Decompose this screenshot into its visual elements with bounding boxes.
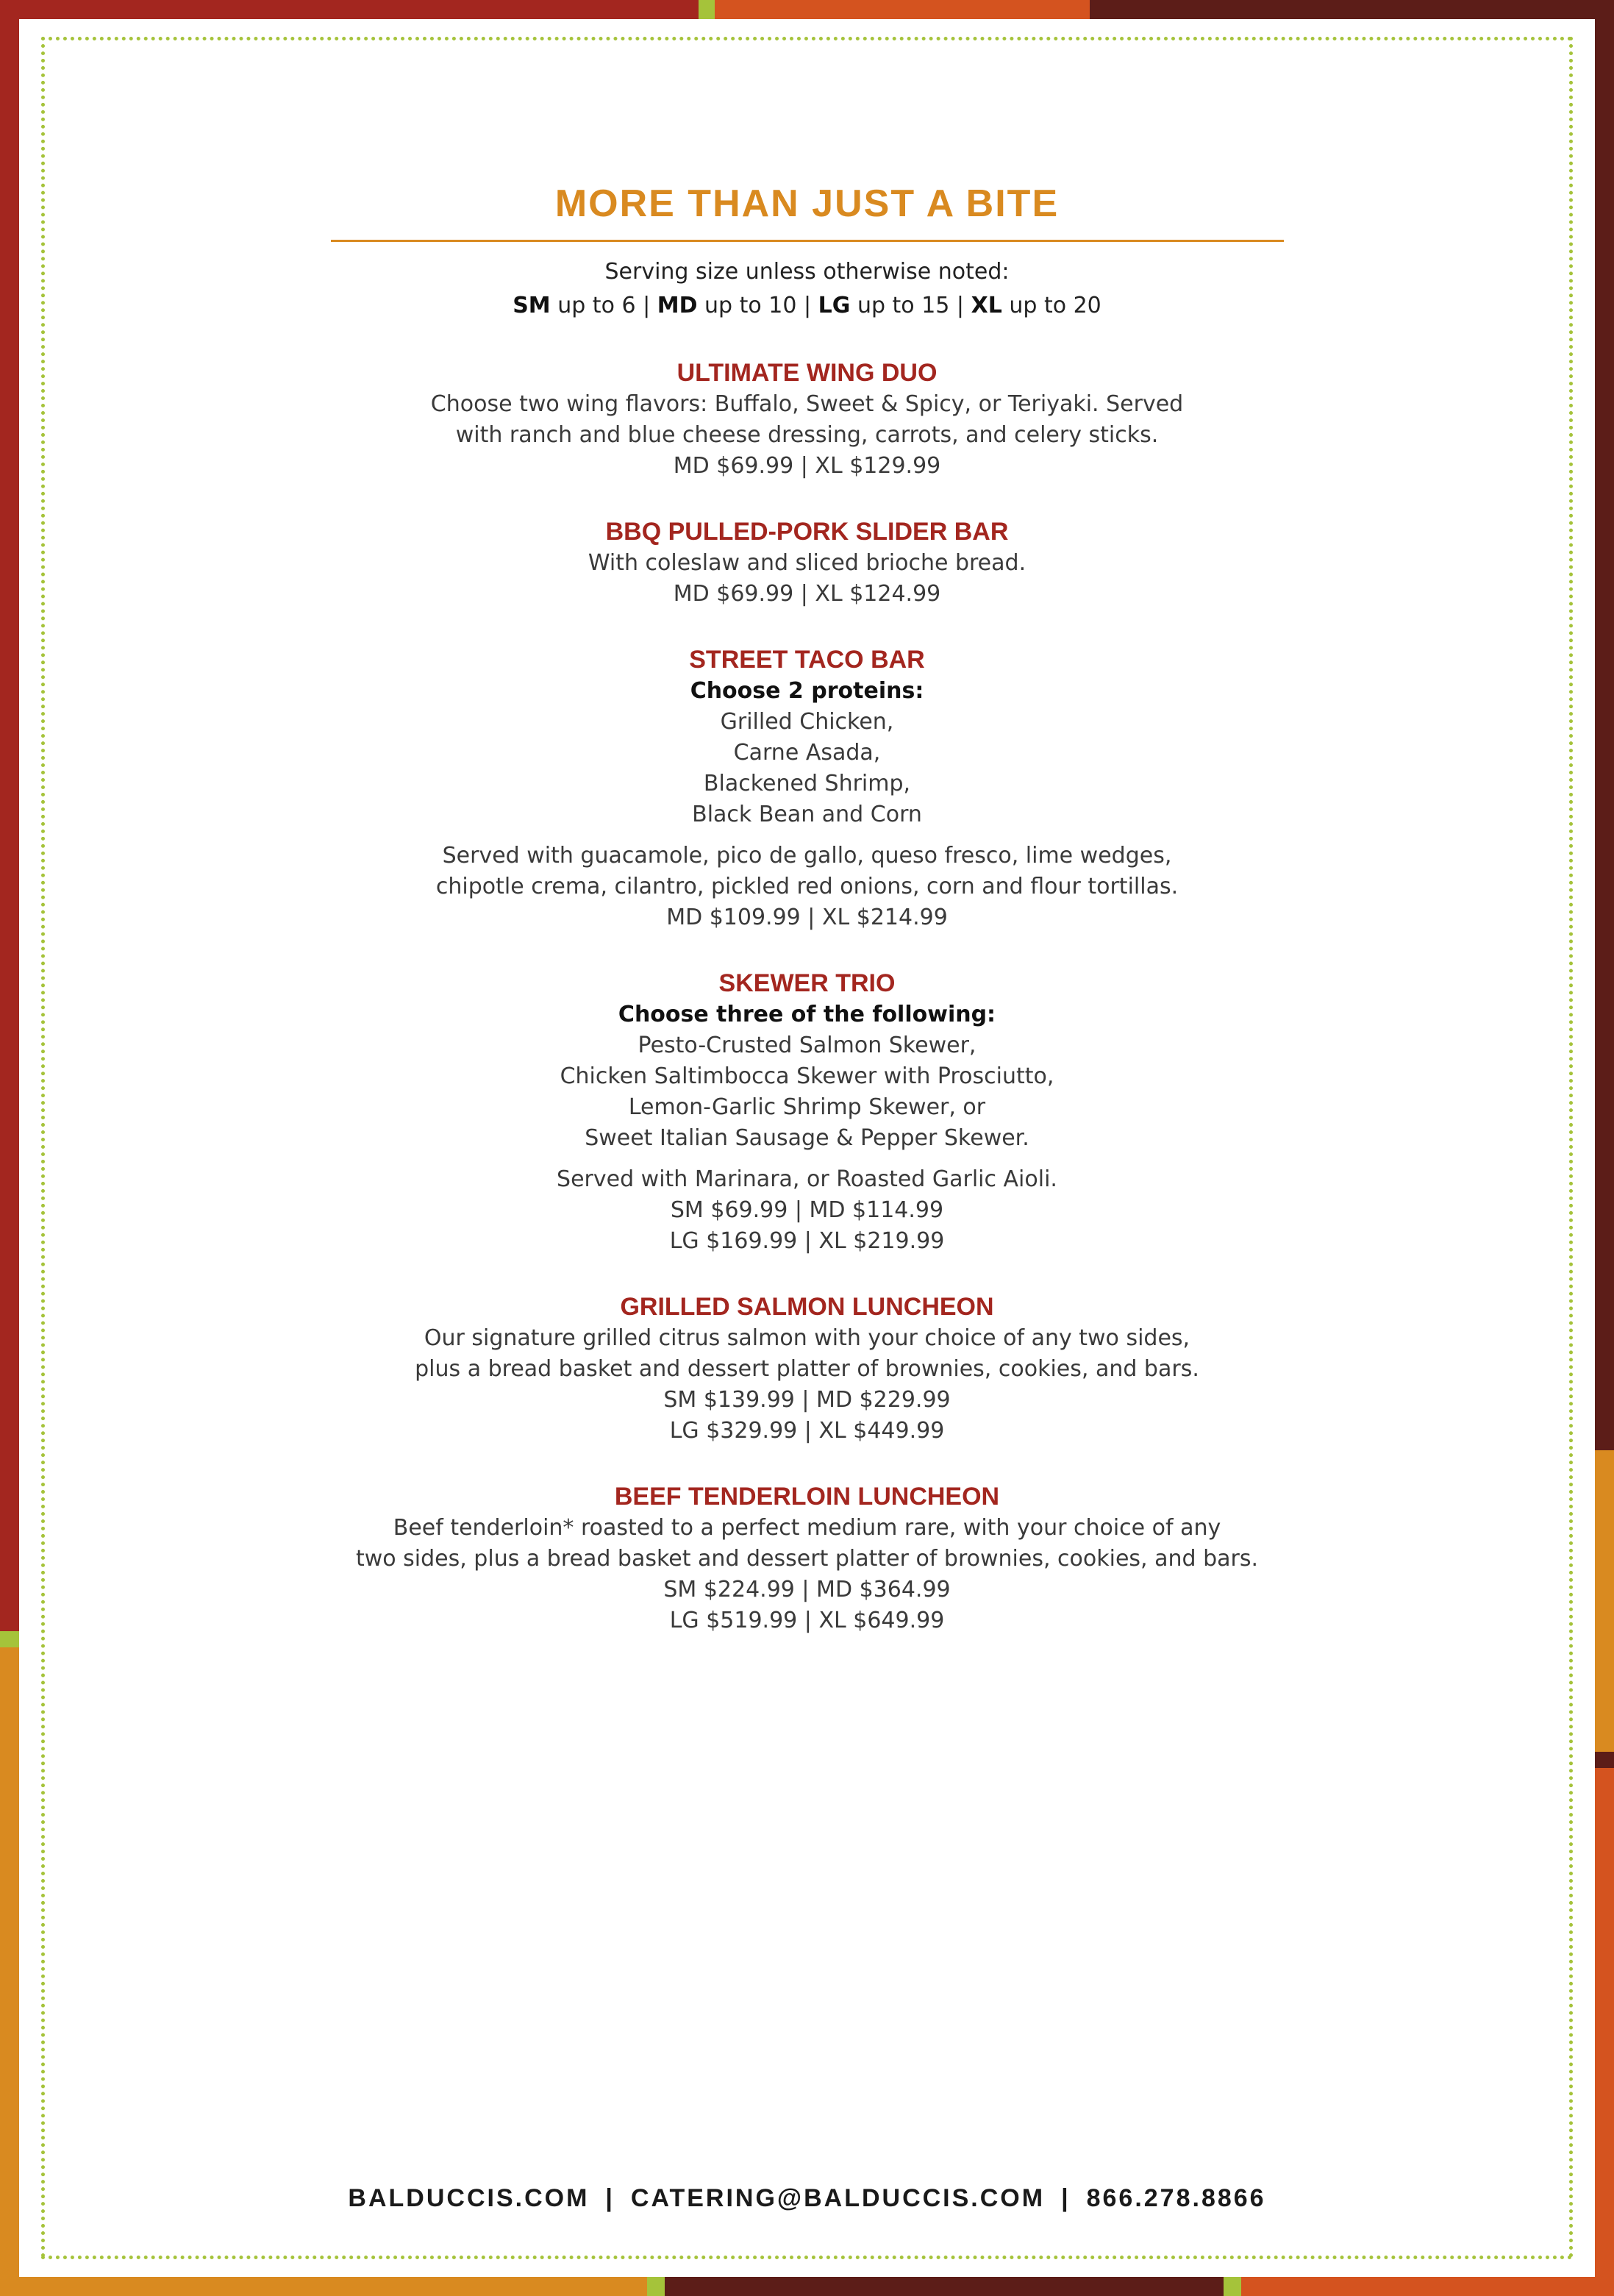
email-link[interactable]: CATERING@BALDUCCIS.COM [630,2184,1046,2212]
item-description: Served with guacamole, pico de gallo, queso fresco, lime wedges, [442,843,1172,869]
size-separator: | [635,293,657,318]
menu-content [147,178,1467,1636]
size-code: LG [818,293,851,318]
item-description: Beef tenderloin* roasted to a perfect medium rare, with your choice of any [393,1515,1221,1541]
item-price: MD $109.99 | XL $214.99 [666,905,948,930]
menu-item-street-taco-bar [147,643,1467,933]
item-description: two sides, plus a bread basket and dessert platter of brownies, cookies, and bars. [355,1546,1259,1572]
page-title: MORE THAN JUST A BITE [554,182,1060,225]
item-price: LG $169.99 | XL $219.99 [669,1228,945,1254]
border-right-gold [1595,1450,1614,1752]
size-code: XL [971,293,1002,318]
item-description: Served with Marinara, or Roasted Garlic Aioli. [557,1166,1057,1192]
border-top-green [699,0,715,19]
border-left-red [0,0,19,1631]
item-price: SM $139.99 | MD $229.99 [663,1387,951,1413]
item-option: Black Bean and Corn [692,802,922,827]
item-name: BEEF TENDERLOIN LUNCHEON [614,1483,1000,1511]
item-price: MD $69.99 | XL $124.99 [673,581,941,607]
item-name: BBQ PULLED-PORK SLIDER BAR [605,518,1009,546]
border-bottom-orange [1241,2277,1614,2296]
menu-item-grilled-salmon-luncheon [147,1291,1467,1447]
item-name: SKEWER TRIO [718,969,896,997]
item-price: SM $69.99 | MD $114.99 [670,1197,944,1223]
border-right-brown-accent [1595,1752,1614,1768]
footer-contact [0,2184,1614,2213]
item-option: Blackened Shrimp, [703,771,911,796]
item-description: With coleslaw and sliced brioche bread. [588,550,1026,576]
item-description: with ranch and blue cheese dressing, carrots, and celery sticks. [455,422,1159,448]
size-text: up to 10 [697,293,797,318]
size-code: SM [513,293,551,318]
item-description: Choose two wing flavors: Buffalo, Sweet & Spicy, or Teriyaki. Served [430,391,1184,417]
website-link[interactable]: BALDUCCIS.COM [348,2184,590,2212]
border-bottom-green-2 [1224,2277,1241,2296]
item-name: ULTIMATE WING DUO [676,359,938,387]
item-choose-prompt: Choose 2 proteins: [690,678,924,704]
item-description: Our signature grilled citrus salmon with your choice of any two sides, [424,1325,1190,1351]
item-option: Sweet Italian Sausage & Pepper Skewer. [585,1125,1029,1151]
title-divider [331,240,1284,242]
size-code: MD [657,293,698,318]
menu-item-bbq-slider-bar [147,516,1467,610]
border-bottom-brown [665,2277,1224,2296]
serving-intro: Serving size unless otherwise noted: [604,259,1010,285]
item-price: LG $329.99 | XL $449.99 [669,1418,945,1444]
item-name: GRILLED SALMON LUNCHEON [620,1293,994,1321]
footer-separator: | [605,2184,615,2212]
border-right-orange [1595,1768,1614,2296]
item-option: Pesto-Crusted Salmon Skewer, [638,1033,976,1058]
item-name: STREET TACO BAR [689,646,925,674]
item-option: Chicken Saltimbocca Skewer with Prosciutto, [560,1063,1054,1089]
item-price: MD $69.99 | XL $129.99 [673,453,941,479]
size-separator: | [949,293,971,318]
border-top-red [0,0,699,19]
size-text: up to 6 [550,293,636,318]
size-text: up to 15 [850,293,950,318]
serving-info [147,255,1467,323]
border-top-orange [715,0,1090,19]
serving-sizes [147,289,1467,323]
border-top-brown [1090,0,1614,19]
item-description: plus a bread basket and dessert platter of brownies, cookies, and bars. [415,1356,1199,1382]
menu-item-beef-tenderloin-luncheon [147,1480,1467,1636]
item-price: LG $519.99 | XL $649.99 [669,1608,945,1633]
item-description: chipotle crema, cilantro, pickled red onions, corn and flour tortillas. [435,874,1179,899]
phone-link[interactable]: 866.278.8866 [1086,2184,1266,2212]
menu-item-skewer-trio [147,967,1467,1257]
item-price: SM $224.99 | MD $364.99 [663,1577,951,1602]
size-text: up to 20 [1001,293,1101,318]
border-right-brown [1595,0,1614,1450]
item-option: Grilled Chicken, [720,709,894,735]
menu-item-ultimate-wing-duo [147,357,1467,482]
border-bottom-green [647,2277,665,2296]
footer-separator: | [1061,2184,1071,2212]
border-left-green [0,1631,19,1647]
item-choose-prompt: Choose three of the following: [618,1002,996,1027]
size-separator: | [796,293,818,318]
item-option: Lemon-Garlic Shrimp Skewer, or [628,1094,986,1120]
border-bottom-gold [0,2277,647,2296]
item-option: Carne Asada, [733,740,881,766]
